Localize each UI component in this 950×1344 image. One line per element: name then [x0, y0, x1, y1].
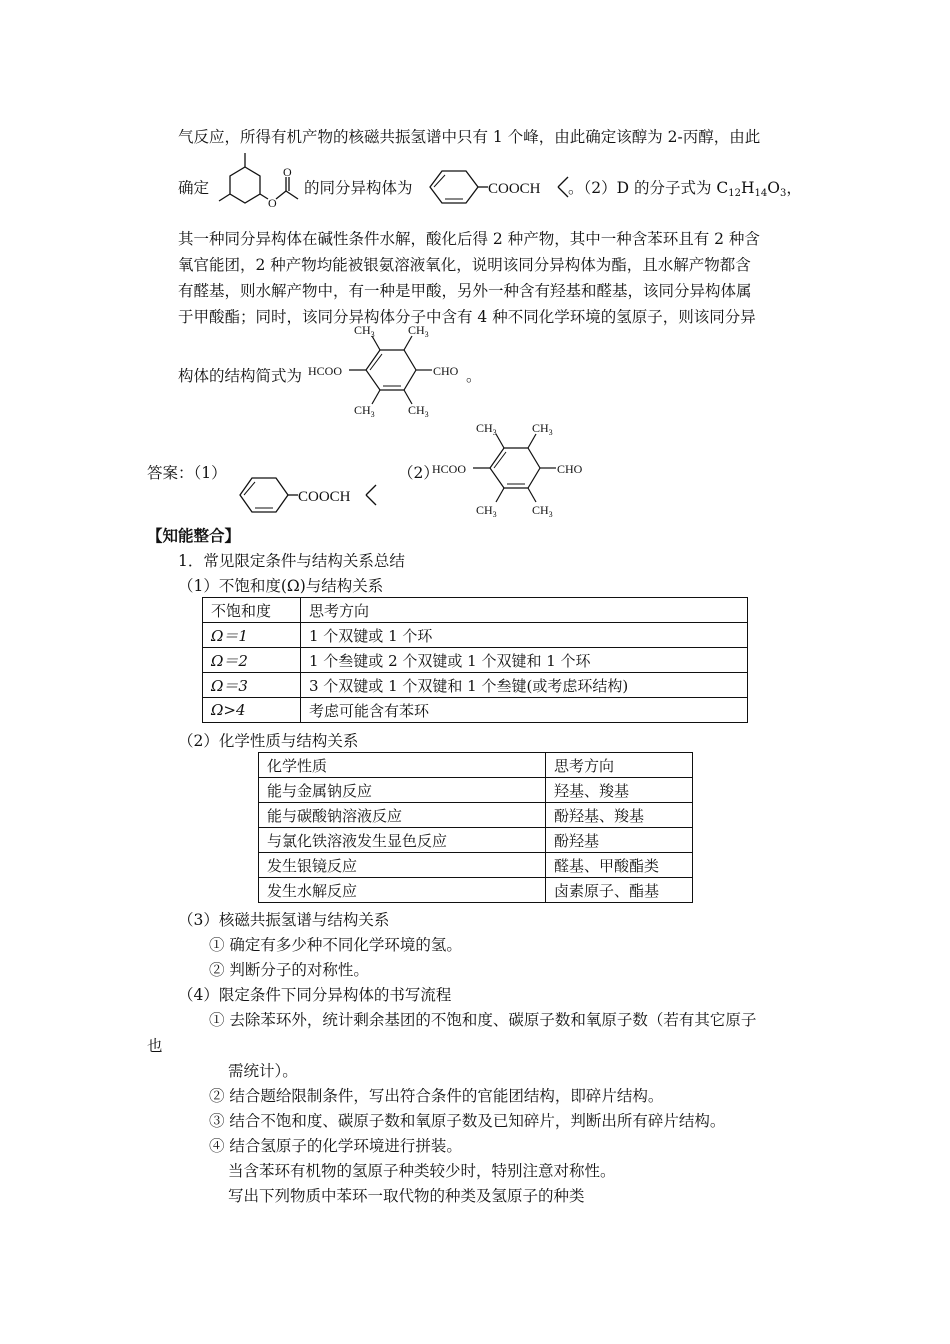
para-line-1: 气反应，所得有机产物的核磁共振氢谱中只有 1 个峰，由此确定该醇为 2-丙醇，由此 — [178, 128, 761, 146]
para-line-5: 有醛基，则水解产物中，有一种是甲酸，另外一种含有羟基和醛基，该同分异构体属 — [178, 282, 752, 300]
table-header-cell: 不饱和度 — [203, 598, 301, 623]
sub-2-title: （2）化学性质与结构关系 — [178, 732, 359, 750]
para-line-6: 于甲酸酯；同时，该同分异构体分子中含有 4 种不同化学环境的氢原子，则该同分异 — [178, 308, 756, 326]
sub-4-item-4: ④ 结合氢原子的化学环境进行拼装。 — [209, 1137, 462, 1155]
hcoo-label: HCOO — [432, 462, 467, 476]
cho-label: CHO — [433, 364, 459, 378]
table-cell: 能与碳酸钠溶液反应 — [259, 803, 546, 828]
sub-4-item-1b: 也 — [147, 1037, 163, 1055]
answer-part-2: （2） — [398, 464, 439, 482]
methyl-label: $CH_3$ — [476, 421, 497, 437]
hcoo-label: HCOO — [308, 364, 343, 378]
answer-2-structure — [432, 416, 592, 520]
table-header-cell: 化学性质 — [259, 753, 546, 778]
table-row — [259, 828, 693, 853]
table-row — [259, 803, 693, 828]
table-cell: 羟基、羧基 — [546, 778, 693, 803]
table-row — [203, 648, 748, 673]
cooch-label: COOCH — [298, 489, 351, 505]
methyl-label: $CH_3$ — [408, 323, 429, 339]
para-line-3: 其一种同分异构体在碱性条件水解，酸化后得 2 种产物，其中一种含苯环且有 2 种含 — [178, 230, 760, 248]
methyl-label: $CH_3$ — [532, 503, 553, 519]
sub-3-title: （3）核磁共振氢谱与结构关系 — [178, 911, 390, 929]
table-cell: 发生水解反应 — [259, 878, 546, 903]
sub-4-item-3: ③ 结合不饱和度、碳原子数和氧原子数及已知碎片，判断出所有碎片结构。 — [209, 1112, 726, 1130]
para-line-7-pre: 构体的结构简式为 — [178, 367, 303, 385]
table-cell: 1 个双键或 1 个环 — [301, 623, 748, 648]
sub-4-note-1: 当含苯环有机物的氢原子种类较少时，特别注意对称性。 — [228, 1162, 616, 1180]
cho-label: CHO — [557, 462, 583, 476]
table-cell: Ω＝1 — [203, 623, 301, 648]
methyl-label: $CH_3$ — [532, 421, 553, 437]
para-line-2-pre: 确定 — [178, 179, 210, 197]
ester-oxygen: O — [268, 196, 277, 210]
methyl-label: $CH_3$ — [354, 323, 375, 339]
aryl-acetate-structure — [210, 145, 306, 215]
methyl-label: $CH_3$ — [354, 403, 375, 419]
table-header-row — [203, 598, 748, 623]
table-cell: 发生银镜反应 — [259, 853, 546, 878]
sub-4-item-2: ② 结合题给限制条件，写出符合条件的官能团结构，即碎片结构。 — [209, 1087, 664, 1105]
sub-4-item-1c: 需统计）。 — [228, 1062, 298, 1080]
methyl-label: $CH_3$ — [476, 503, 497, 519]
table-row — [203, 673, 748, 698]
section-title: 【知能整合】 — [147, 526, 241, 545]
formate-ester-structure-inline — [308, 318, 468, 420]
chemical-property-table — [258, 752, 693, 903]
table-cell: Ω＝3 — [203, 673, 301, 698]
answer-1-structure — [236, 472, 386, 518]
sub-4-note-2: 写出下列物质中苯环一取代物的种类及氢原子的种类 — [228, 1187, 585, 1205]
table-cell: 1 个叁键或 2 个双键或 1 个双键和 1 个环 — [301, 648, 748, 673]
methyl-label: $CH_3$ — [408, 403, 429, 419]
sub-4-title: （4）限定条件下同分异构体的书写流程 — [178, 986, 452, 1004]
para-line-4: 氧官能团，2 种产物均能被银氨溶液氧化，说明该同分异构体为酯，且水解产物都含 — [178, 256, 751, 274]
table-cell: Ω＝2 — [203, 648, 301, 673]
table-row — [203, 623, 748, 648]
table-cell: 3 个双键或 1 个双键和 1 个叁键(或考虑环结构) — [301, 673, 748, 698]
table-row — [259, 878, 693, 903]
para-line-7-post: 。 — [466, 367, 482, 385]
table-row — [259, 853, 693, 878]
table-header-row — [259, 753, 693, 778]
sub-3-item-2: ② 判断分子的对称性。 — [209, 961, 369, 979]
para-line-2-mid: 的同分异构体为 — [304, 179, 413, 197]
table-cell: 酚羟基、羧基 — [546, 803, 693, 828]
table-cell: 考虑可能含有苯环 — [301, 698, 748, 723]
unsaturation-table — [202, 597, 748, 723]
cooch-label: COOCH — [488, 181, 541, 197]
table-header-cell: 思考方向 — [301, 598, 748, 623]
carbonyl-oxygen: O — [283, 165, 292, 179]
para-line-2-post: 。（2）D 的分子式为 $C_{12}H_{14}O_3$， — [568, 179, 802, 199]
table-cell: 能与金属钠反应 — [259, 778, 546, 803]
table-cell: 醛基、甲酸酯类 — [546, 853, 693, 878]
sub-4-item-1a: ① 去除苯环外，统计剩余基团的不饱和度、碳原子数和氧原子数（若有其它原子 — [209, 1011, 757, 1029]
table-cell: Ω>4 — [203, 698, 301, 723]
table-header-cell: 思考方向 — [546, 753, 693, 778]
table-cell: 酚羟基 — [546, 828, 693, 853]
item-1-title: 1．常见限定条件与结构关系总结 — [178, 552, 405, 570]
answer-label: 答案：（1） — [147, 464, 227, 482]
table-cell: 与氯化铁溶液发生显色反应 — [259, 828, 546, 853]
table-cell: 卤素原子、酯基 — [546, 878, 693, 903]
sub-3-item-1: ① 确定有多少种不同化学环境的氢。 — [209, 936, 462, 954]
sub-1-title: （1）不饱和度(Ω)与结构关系 — [178, 577, 384, 595]
table-row — [203, 698, 748, 723]
table-row — [259, 778, 693, 803]
isopropyl-benzoate-structure — [420, 165, 580, 209]
